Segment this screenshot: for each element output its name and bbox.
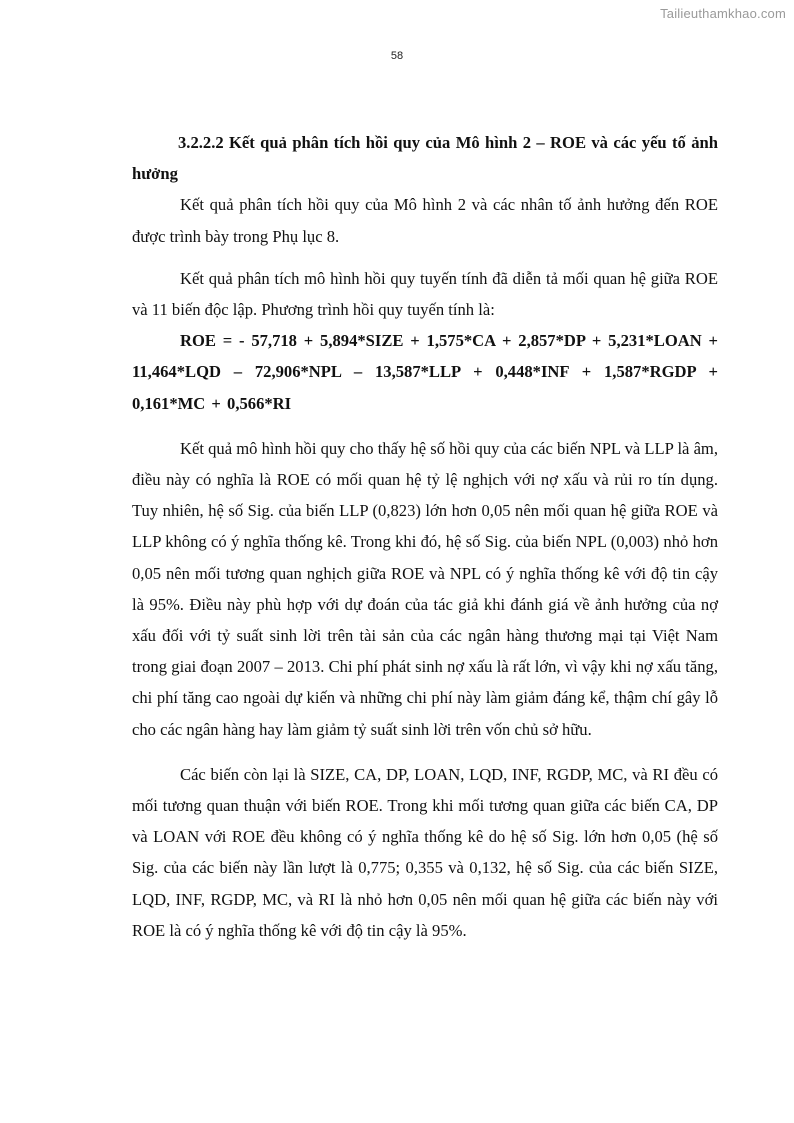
document-body <box>132 127 718 946</box>
page-number: 58 <box>390 50 404 62</box>
regression-equation: ROE = - 57,718 + 5,894*SIZE + 1,575*CA + 2,857*DP + 5,231*LOAN + 11,464*LQD – 72,906*NPL – 13,587*LLP + 0,448*INF + 1,587*RGDP + 0,161*MC + 0,566*RI <box>132 331 718 413</box>
paragraph-other-variables: Các biến còn lại là SIZE, CA, DP, LOAN, LQD, INF, RGDP, MC, và RI đều có mối tương quan thuận với biến ROE. Trong khi mối tương quan giữa các biến CA, DP và LOAN với ROE đều không có ý nghĩa thống kê do hệ số Sig. lớn hơn 0,05 (hệ số Sig. của các biến này lần lượt là 0,775; 0,355 và 0,132, hệ số Sig. của các biến SIZE, LQD, INF, RGDP, MC, và RI là nhỏ hơn 0,05 nên mối quan hệ giữa các biến này với ROE là có ý nghĩa thống kê với độ tin cậy là 95%. <box>132 764 718 940</box>
watermark: Tailieuthamkhao.com <box>660 6 786 21</box>
paragraph-npl-llp-analysis: Kết quả mô hình hồi quy cho thấy hệ số hồi quy của các biến NPL và LLP là âm, điều này có nghĩa là ROE có mối quan hệ tỷ lệ nghịch với nợ xấu và rủi ro tín dụng. Tuy nhiên, hệ số Sig. của biến LLP (0,823) lớn hơn 0,05 nên mối quan hệ giữa ROE và LLP không có ý nghĩa thống kê. Trong khi đó, hệ số Sig. của biến NPL (0,003) nhỏ hơn 0,05 nên mối tương quan nghịch giữa ROE và NPL có ý nghĩa thống kê với độ tin cậy là 95%. Điều này phù hợp với dự đoán của tác giả khi đánh giá về ảnh hưởng của nợ xấu đối với tỷ suất sinh lời trên tài sản của các ngân hàng thương mại tại Việt Nam trong giai đoạn 2007 – 2013. Chi phí phát sinh nợ xấu là rất lớn, vì vậy khi nợ xấu tăng, chi phí tăng cao ngoài dự kiến và những chi phí này làm giảm đáng kể, thậm chí gây lỗ cho các ngân hàng hay làm giảm tỷ suất sinh lời trên vốn chủ sở hữu. <box>132 438 718 739</box>
paragraph-model-intro: Kết quả phân tích mô hình hồi quy tuyến tính đã diễn tả mối quan hệ giữa ROE và 11 biến độc lập. Phương trình hồi quy tuyến tính là: <box>132 268 718 320</box>
section-heading: 3.2.2.2 Kết quả phân tích hồi quy của Mô hình 2 – ROE và các yếu tố ảnh hưởng <box>132 133 718 184</box>
paragraph-appendix-reference: Kết quả phân tích hồi quy của Mô hình 2 và các nhân tố ảnh hưởng đến ROE được trình bày trong Phụ lục 8. <box>132 195 718 246</box>
